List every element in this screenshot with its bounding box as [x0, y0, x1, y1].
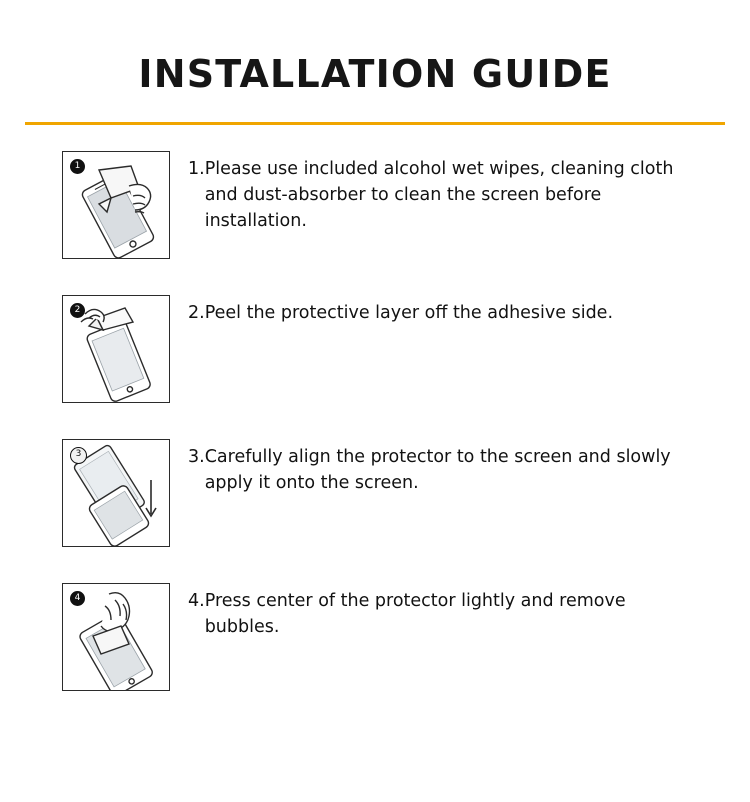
steps-list [0, 151, 750, 691]
step-3-description: Carefully align the protector to the screen and slowly apply it onto the screen. [204, 447, 671, 493]
step-3-illustration [62, 439, 170, 547]
step-1-text-block [170, 151, 686, 235]
step-4-number: 4. [188, 591, 205, 611]
step-4-illustration [62, 583, 170, 691]
installation-guide-page [0, 52, 750, 802]
title-divider [25, 122, 725, 125]
list-item [62, 583, 686, 691]
step-2-number: 2. [188, 303, 205, 323]
step-1-badge: 1 [70, 159, 85, 174]
step-1-illustration [62, 151, 170, 259]
step-1-number: 1. [188, 159, 205, 179]
step-3-badge: 3 [70, 447, 87, 464]
step-4-description: Press center of the protector lightly and remove bubbles. [204, 591, 626, 637]
step-2-description: Peel the protective layer off the adhesive side. [204, 303, 614, 323]
list-item [62, 151, 686, 259]
step-4-text-block [170, 583, 686, 641]
title-block [0, 52, 750, 125]
list-item [62, 439, 686, 547]
step-2-badge: 2 [70, 303, 85, 318]
step-2-illustration [62, 295, 170, 403]
list-item [62, 295, 686, 403]
step-2-text-block [170, 295, 613, 327]
step-3-number: 3. [188, 447, 205, 467]
page-title: INSTALLATION GUIDE [138, 52, 612, 96]
step-1-description: Please use included alcohol wet wipes, cleaning cloth and dust-absorber to clean the screen before installation. [204, 159, 674, 231]
step-4-badge: 4 [70, 591, 85, 606]
step-3-text-block [170, 439, 686, 497]
